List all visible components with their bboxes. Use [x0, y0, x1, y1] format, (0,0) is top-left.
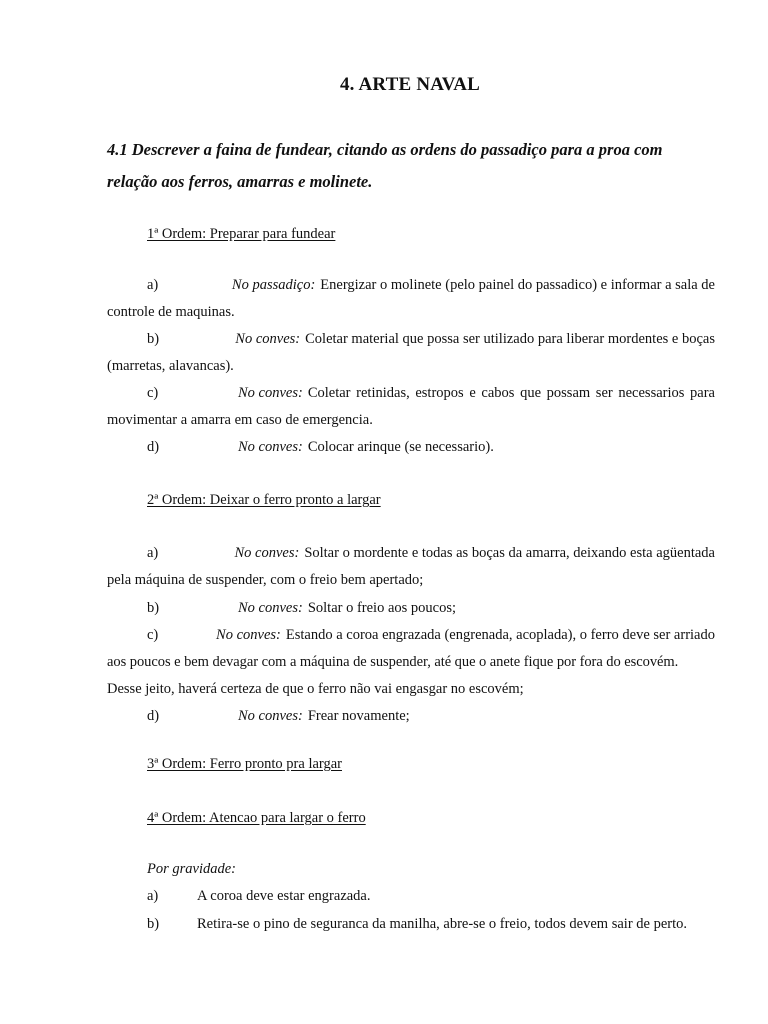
item-text: Soltar o freio aos poucos; [307, 600, 457, 616]
item-continuation: aos poucos e bem devagar com a máquina de suspender, até que o anete fique por fora do escovém. [107, 654, 679, 670]
item-text [304, 540, 715, 567]
item-text: Frear novamente; [307, 708, 410, 724]
item-continuation: pela máquina de suspender, com o freio bem apertado; [107, 572, 424, 588]
item-first-line [107, 380, 715, 407]
item-letter: a) [147, 277, 159, 293]
item-text: A coroa deve estar engrazada. [197, 888, 371, 904]
order-1-item-d [107, 434, 715, 461]
order-1-heading: 1ª Ordem: Preparar para fundear [147, 226, 336, 242]
question-line-2: relação aos ferros, amarras e molinete. [107, 172, 373, 191]
item-first-line [107, 622, 715, 649]
item-text-content: Coletar material que possa ser utilizado para liberar mordentes e boças [305, 331, 715, 347]
order-3-heading: 3ª Ordem: Ferro pronto pra largar [147, 756, 342, 772]
question-line-1 [107, 134, 715, 166]
order-4-item-b [147, 916, 687, 933]
item-text [320, 272, 715, 299]
order-1-item-c [107, 380, 715, 434]
item-text [308, 380, 715, 407]
item-letter: b) [147, 600, 160, 616]
item-continuation: Desse jeito, haverá certeza de que o ferro não vai engasgar no escovém; [107, 681, 524, 697]
item-letter: a) [147, 545, 159, 561]
item-letter: d) [147, 439, 160, 455]
item-text: Colocar arinque (se necessario). [307, 439, 494, 455]
item-label: No conves: [238, 385, 303, 401]
item-text-content: Estando a coroa engrazada (engrenada, acoplada), o ferro deve ser arriado [285, 627, 715, 643]
item-label: No conves: [234, 545, 300, 561]
order-4-item-a [147, 888, 371, 905]
item-label: No conves: [238, 600, 303, 616]
item-first-line [107, 326, 715, 353]
order-4-heading: 4ª Ordem: Atencao para largar o ferro [147, 810, 366, 826]
item-label: No conves: [216, 627, 281, 643]
item-letter: b) [147, 916, 160, 932]
order-2-heading: 2ª Ordem: Deixar o ferro pronto a largar [147, 492, 381, 508]
section-title: 4. ARTE NAVAL [339, 74, 481, 95]
item-first-line [107, 434, 715, 461]
item-text-content: Energizar o molinete (pelo painel do passadico) e informar a sala de [320, 277, 715, 293]
item-label: No conves: [238, 439, 303, 455]
order-2-item-b [107, 595, 715, 622]
order-1-item-a [107, 272, 715, 326]
item-label: No conves: [235, 331, 301, 347]
question-heading [107, 134, 715, 198]
item-text-content: Coletar retinidas, estropos e cabos que possam ser necessarios para [307, 385, 715, 401]
item-label: No conves: [238, 708, 303, 724]
item-first-line [107, 272, 715, 299]
item-letter: d) [147, 708, 160, 724]
item-text [286, 622, 715, 649]
order-2-item-d [107, 703, 715, 730]
item-letter: c) [147, 385, 159, 401]
item-text: Retira-se o pino de seguranca da manilha, abre-se o freio, todos devem sair de perto. [197, 916, 687, 932]
item-first-line [107, 595, 715, 622]
gravity-label: Por gravidade: [147, 861, 236, 877]
item-first-line [107, 540, 715, 567]
question-line-1-text: 4.1 Descrever a faina de fundear, citando as ordens do passadiço para a proa com [107, 140, 663, 159]
item-label: No passadiço: [231, 277, 316, 293]
item-continuation: (marretas, alavancas). [107, 358, 234, 374]
order-1-item-b [107, 326, 715, 380]
item-letter: c) [147, 627, 159, 643]
item-letter: a) [147, 888, 159, 904]
item-text [305, 326, 715, 353]
item-continuation: movimentar a amarra em caso de emergencia. [107, 412, 373, 428]
item-continuation: controle de maquinas. [107, 304, 235, 320]
order-2-item-a [107, 540, 715, 594]
item-first-line [107, 703, 715, 730]
order-2-item-c [107, 622, 715, 703]
item-letter: b) [147, 331, 160, 347]
item-text-content: Soltar o mordente e todas as boças da amarra, deixando esta agüentada [304, 545, 715, 561]
